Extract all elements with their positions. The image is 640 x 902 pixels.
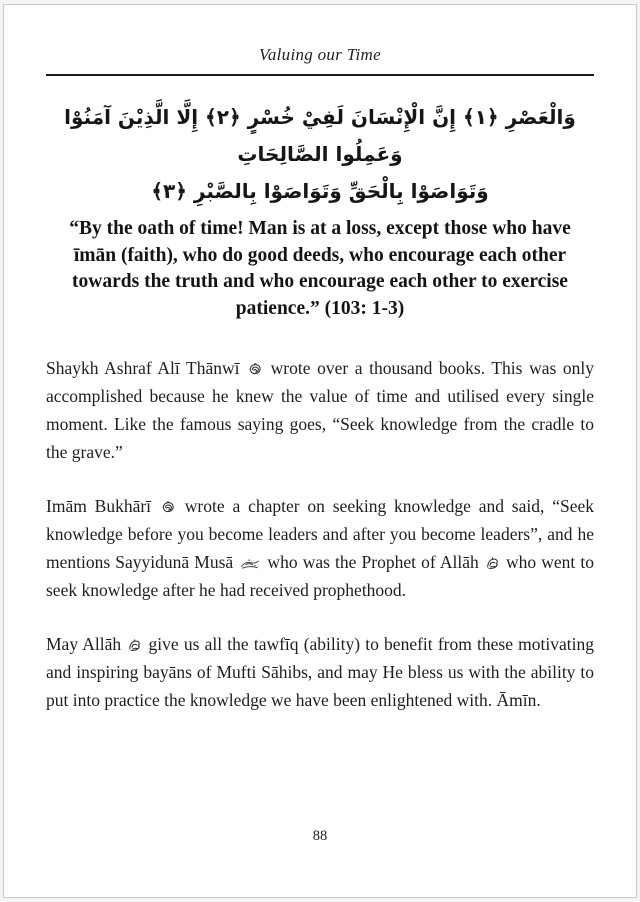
alayhissalam-symbol-icon xyxy=(240,558,260,570)
quran-verse-arabic-line1: وَالْعَصْرِ ﴿١﴾ إِنَّ الْإِنْسَانَ لَفِيْ خُسْرٍ ﴿٢﴾ إِلَّا الَّذِيْنَ آمَنُوْا وَعَمِلُوا الصَّالِحَاتِ xyxy=(64,105,576,166)
body-paragraphs xyxy=(46,354,594,714)
jalla-jalaluhu-symbol-icon xyxy=(486,557,499,570)
quran-verse-arabic xyxy=(46,99,594,210)
jalla-jalaluhu-symbol-icon xyxy=(128,639,141,652)
book-page xyxy=(3,4,637,898)
running-header-title: Valuing our Time xyxy=(259,45,381,64)
rahimahullah-symbol-icon xyxy=(161,500,175,514)
paragraph-text: wrote a chapter on seeking knowledge and said, “Seek knowledge before you become leaders and after you become leaders”, and he mentions Sayyidunā Musā xyxy=(46,496,595,572)
page-number: 88 xyxy=(312,828,328,844)
page-content xyxy=(4,45,636,714)
body-paragraph xyxy=(46,354,594,466)
quran-verse-translation: “By the oath of time! Man is at a loss, except those who have īmān (faith), who do good deeds, who encourage each other towards the truth and who encourage each other to exercise patience.” (103: 1-3) xyxy=(69,218,571,319)
paragraph-text: give us all the tawfīq (ability) to benefit from these motivating and inspiring bayāns of Mufti Sāhibs, and may He bless us with the ability to put into practice the knowledge we have been enlightened with. Āmīn. xyxy=(46,634,594,710)
header-rule-divider xyxy=(46,74,594,76)
body-paragraph xyxy=(46,630,594,714)
paragraph-text: wrote over a thousand books. This was only accomplished because he knew the value of time and utilised every single moment. Like the famous saying goes, “Seek knowledge from the cradle to the grave.” xyxy=(46,358,594,462)
body-paragraph xyxy=(46,492,594,604)
paragraph-text: who was the Prophet of Allāh xyxy=(262,552,484,572)
paragraph-text: Imām Bukhārī xyxy=(46,496,159,516)
quran-verse-arabic-line2: وَتَوَاصَوْا بِالْحَقِّ وَتَوَاصَوْا بِالصَّبْرِ ﴿٣﴾ xyxy=(151,179,489,203)
paragraph-text: Shaykh Ashraf Alī Thānwī xyxy=(46,358,247,378)
paragraph-text: May Allāh xyxy=(46,634,127,654)
rahimahullah-symbol-icon xyxy=(248,362,262,376)
paragraph-text: who went to seek knowledge after he had received prophethood. xyxy=(46,552,594,600)
